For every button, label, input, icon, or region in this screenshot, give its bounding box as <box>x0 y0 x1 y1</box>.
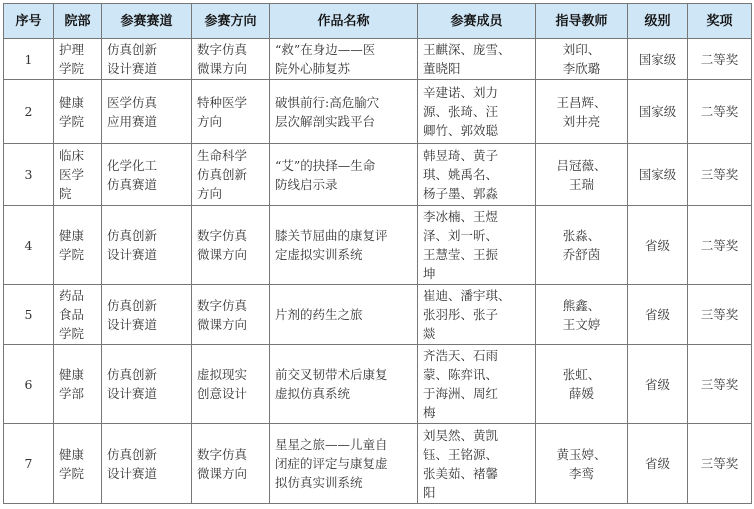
cell-work-title <box>270 206 418 285</box>
cell-index <box>4 144 54 206</box>
cell-members <box>418 206 536 285</box>
cell-track-text: 医学仿真 应用赛道 <box>107 94 158 129</box>
cell-direction <box>192 345 270 424</box>
header-row <box>4 4 752 39</box>
table-row <box>4 285 752 345</box>
cell-level <box>628 345 688 424</box>
cell-direction-text: 特种医学 方向 <box>197 94 248 129</box>
cell-track <box>102 345 192 424</box>
cell-department-text: 护理 学院 <box>59 42 85 76</box>
cell-members <box>418 80 536 144</box>
cell-advisors <box>536 144 628 206</box>
cell-department-text: 健康 学院 <box>59 228 85 262</box>
cell-department <box>54 345 102 424</box>
header-work-title: 作品名称 <box>270 4 418 39</box>
cell-track <box>102 80 192 144</box>
cell-award <box>688 80 752 144</box>
cell-work-title-text: 膝关节屈曲的康复评 定虚拟实训系统 <box>275 228 388 262</box>
cell-work-title <box>270 144 418 206</box>
cell-work-title-text: “艾”的抉择—生命 防线启示录 <box>275 157 376 192</box>
cell-members-text: 李冰楠、王煜 泽、刘一昕、 王慧莹、王振 坤 <box>423 209 499 281</box>
cell-index-text: 5 <box>24 307 33 322</box>
cell-award-text: 二等奖 <box>700 51 739 67</box>
cell-work-title-text: 前交叉韧带术后康复 虚拟仿真系统 <box>275 367 388 401</box>
cell-level <box>628 80 688 144</box>
cell-direction-text: 数字仿真 微课方向 <box>197 42 248 76</box>
cell-level-text: 省级 <box>644 456 670 471</box>
cell-track-text: 仿真创新 设计赛道 <box>107 297 158 332</box>
cell-advisors <box>536 345 628 424</box>
cell-award-text: 二等奖 <box>700 237 739 253</box>
cell-advisors <box>536 285 628 345</box>
cell-track-text: 仿真创新 设计赛道 <box>107 446 158 481</box>
cell-award-text: 三等奖 <box>700 307 739 322</box>
cell-work-title <box>270 424 418 504</box>
cell-advisors-text: 刘印、 李欣璐 <box>562 42 601 76</box>
table-row <box>4 39 752 80</box>
cell-track-text: 仿真创新 设计赛道 <box>107 42 158 76</box>
cell-department <box>54 424 102 504</box>
cell-department <box>54 285 102 345</box>
cell-level-text: 省级 <box>644 237 670 253</box>
cell-direction <box>192 144 270 206</box>
cell-members-text: 崔迪、潘宇琪、 张羽彤、张子 燚 <box>423 288 511 341</box>
cell-members <box>418 285 536 345</box>
header-direction: 参赛方向 <box>192 4 270 39</box>
table-row <box>4 80 752 144</box>
cell-work-title <box>270 345 418 424</box>
cell-award-text: 二等奖 <box>700 104 739 119</box>
cell-direction-text: 虚拟现实 创意设计 <box>197 367 248 401</box>
cell-level-text: 国家级 <box>638 167 677 182</box>
cell-level <box>628 144 688 206</box>
cell-track <box>102 39 192 80</box>
cell-members <box>418 424 536 504</box>
cell-advisors-text: 王昌辉、 刘井亮 <box>556 94 607 129</box>
table-body <box>4 39 752 504</box>
cell-direction <box>192 39 270 80</box>
cell-level-text: 国家级 <box>638 104 677 119</box>
cell-track-text: 仿真创新 设计赛道 <box>107 228 158 262</box>
cell-work-title <box>270 39 418 80</box>
cell-department-text: 临床 医学 院 <box>59 148 85 201</box>
cell-direction-text: 数字仿真 微课方向 <box>197 297 248 332</box>
cell-award <box>688 424 752 504</box>
cell-members-text: 刘昊然、黄凯 钰、王铭源、 张美茹、褚馨 阳 <box>423 427 499 500</box>
cell-award <box>688 39 752 80</box>
cell-direction <box>192 206 270 285</box>
cell-advisors-text: 张淼、 乔舒茵 <box>562 228 601 262</box>
cell-track-text: 仿真创新 设计赛道 <box>107 367 158 401</box>
cell-index <box>4 39 54 80</box>
cell-index-text: 4 <box>24 237 33 253</box>
cell-award <box>688 345 752 424</box>
table-row <box>4 144 752 206</box>
cell-direction-text: 生命科学 仿真创新 方向 <box>197 148 248 201</box>
cell-award <box>688 206 752 285</box>
cell-members <box>418 39 536 80</box>
cell-level-text: 省级 <box>644 307 670 322</box>
cell-index <box>4 424 54 504</box>
header-index: 序号 <box>4 4 54 39</box>
cell-award-text: 三等奖 <box>700 456 739 471</box>
cell-members-text: 齐浩天、石雨 蒙、陈弈讯、 于海洲、周红 梅 <box>423 348 499 420</box>
cell-award <box>688 144 752 206</box>
header-members: 参赛成员 <box>418 4 536 39</box>
cell-advisors-text: 张虹、 薛媛 <box>562 367 601 401</box>
cell-index-text: 6 <box>24 376 33 392</box>
header-award: 奖项 <box>688 4 752 39</box>
cell-members-text: 辛建诺、刘力 源、张琦、汪 卿竹、郭效聪 <box>423 85 499 138</box>
cell-advisors-text: 熊鑫、 王文婷 <box>562 297 601 332</box>
cell-index <box>4 285 54 345</box>
cell-award <box>688 285 752 345</box>
table-row <box>4 206 752 285</box>
cell-work-title-text: 片剂的药生之旅 <box>275 307 363 322</box>
cell-level <box>628 206 688 285</box>
cell-department <box>54 144 102 206</box>
header-department: 院部 <box>54 4 102 39</box>
cell-index-text: 3 <box>24 167 33 182</box>
cell-level-text: 国家级 <box>638 51 677 67</box>
header-advisors: 指导教师 <box>536 4 628 39</box>
cell-advisors <box>536 39 628 80</box>
cell-track <box>102 206 192 285</box>
cell-direction-text: 数字仿真 微课方向 <box>197 446 248 481</box>
cell-track <box>102 144 192 206</box>
cell-index-text: 7 <box>24 456 33 471</box>
cell-members-text: 韩昱琦、黄子 琪、姚禹名、 杨子墨、郭淼 <box>423 148 499 201</box>
cell-work-title-text: “救”在身边——医 院外心肺复苏 <box>275 42 376 76</box>
cell-advisors <box>536 424 628 504</box>
header-level: 级别 <box>628 4 688 39</box>
cell-members <box>418 144 536 206</box>
cell-members-text: 王麒深、庞雪、 董晓阳 <box>423 42 511 76</box>
cell-work-title-text: 破惧前行:高危腧穴 层次解剖实践平台 <box>275 94 380 129</box>
cell-advisors-text: 黄玉婷、 李鸾 <box>556 446 607 481</box>
cell-department-text: 健康 学部 <box>59 367 85 401</box>
cell-work-title-text: 星星之旅——儿童自 闭症的评定与康复虚 拟仿真实训系统 <box>275 437 388 490</box>
cell-members <box>418 345 536 424</box>
cell-department <box>54 39 102 80</box>
cell-index <box>4 206 54 285</box>
awards-table <box>3 3 752 504</box>
cell-track-text: 化学化工 仿真赛道 <box>107 157 158 192</box>
cell-track <box>102 285 192 345</box>
cell-index <box>4 80 54 144</box>
cell-direction-text: 数字仿真 微课方向 <box>197 228 248 262</box>
cell-track <box>102 424 192 504</box>
cell-department <box>54 206 102 285</box>
cell-index <box>4 345 54 424</box>
cell-department-text: 药品 食品 学院 <box>59 288 85 341</box>
cell-work-title <box>270 285 418 345</box>
cell-index-text: 1 <box>24 51 33 67</box>
cell-department <box>54 80 102 144</box>
cell-level <box>628 424 688 504</box>
cell-department-text: 健康 学院 <box>59 94 85 129</box>
cell-direction <box>192 80 270 144</box>
cell-direction <box>192 424 270 504</box>
table-row <box>4 424 752 504</box>
table-header <box>4 4 752 39</box>
header-track: 参赛赛道 <box>102 4 192 39</box>
cell-award-text: 三等奖 <box>700 167 739 182</box>
cell-level <box>628 285 688 345</box>
cell-award-text: 三等奖 <box>700 376 739 392</box>
cell-level-text: 省级 <box>644 376 670 392</box>
cell-index-text: 2 <box>24 104 33 119</box>
cell-level <box>628 39 688 80</box>
cell-advisors-text: 吕冠薇、 王瑞 <box>556 157 607 192</box>
cell-work-title <box>270 80 418 144</box>
cell-advisors <box>536 80 628 144</box>
table-row <box>4 345 752 424</box>
cell-advisors <box>536 206 628 285</box>
cell-direction <box>192 285 270 345</box>
cell-department-text: 健康 学院 <box>59 446 85 481</box>
